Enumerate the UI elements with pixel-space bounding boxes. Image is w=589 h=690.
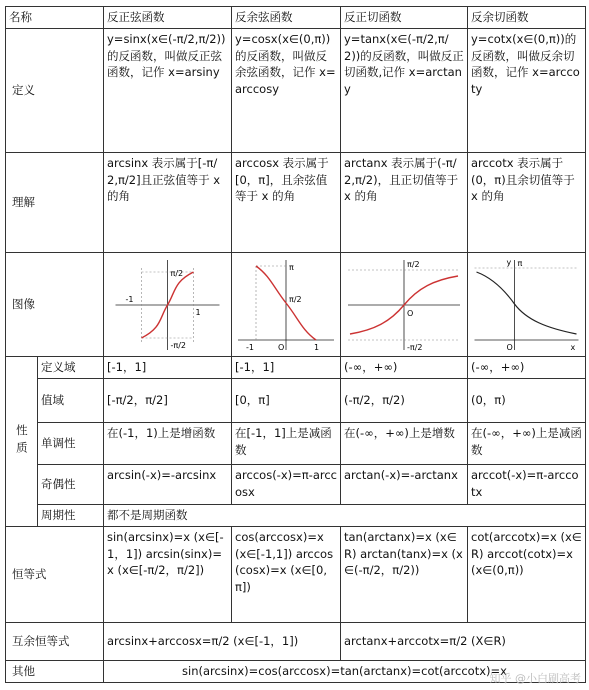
identity-row bbox=[6, 527, 586, 623]
domain-arctan: (-∞，+∞) bbox=[341, 357, 468, 379]
arcsin-graph bbox=[106, 256, 229, 354]
parity-label: 奇偶性 bbox=[38, 465, 104, 505]
definition-row bbox=[6, 29, 586, 153]
range-row bbox=[6, 379, 586, 423]
monotonicity-arccos: 在[-1，1]上是减函数 bbox=[232, 423, 341, 465]
range-arccos: [0，π] bbox=[232, 379, 341, 423]
header-arccot: 反余切函数 bbox=[468, 7, 586, 29]
arccot-graph-cell bbox=[468, 253, 586, 357]
monotonicity-arccot: 在(-∞，+∞)上是减函数 bbox=[468, 423, 586, 465]
arccos-graph-cell bbox=[232, 253, 341, 357]
header-name: 名称 bbox=[6, 7, 104, 29]
arctan-tick-top: π/2 bbox=[407, 259, 420, 269]
complementary-row bbox=[6, 623, 586, 661]
arccot-graph bbox=[470, 256, 583, 354]
arccos-tick-neg1: -1 bbox=[246, 342, 254, 352]
other-value: sin(arcsinx)=cos(arccosx)=tan(arctanx)=cot(arccotx)=x bbox=[104, 661, 586, 683]
periodicity-value: 都不是周期函数 bbox=[104, 505, 586, 527]
understanding-arccot: arccotx 表示属于(0，π)且余切值等于 x 的角 bbox=[468, 153, 586, 253]
arctan-graph bbox=[343, 256, 465, 354]
understanding-arccos: arccosx 表示属于[0，π]，且余弦值等于 x 的角 bbox=[232, 153, 341, 253]
identity-arccot: cot(arccotx)=x (x∈R) arccot(cotx)=x (x∈(0,π)) bbox=[468, 527, 586, 623]
complementary-sin-cos: arcsinx+arccosx=π/2 (x∈[-1，1]) bbox=[104, 623, 341, 661]
arccos-tick-origin: O bbox=[278, 342, 285, 352]
complementary-tan-cot: arctanx+arccotx=π/2 (X∈R) bbox=[341, 623, 586, 661]
graph-label: 图像 bbox=[6, 253, 104, 357]
domain-arccos: [-1，1] bbox=[232, 357, 341, 379]
identity-arcsin: sin(arcsinx)=x (x∈[-1，1]) arcsin(sinx)=x (x∈[-π/2，π/2]) bbox=[104, 527, 232, 623]
range-arctan: (-π/2，π/2) bbox=[341, 379, 468, 423]
arcsin-graph-cell bbox=[104, 253, 232, 357]
arccot-axis-x: x bbox=[570, 342, 576, 352]
arcsin-tick-right: 1 bbox=[195, 307, 201, 317]
monotonicity-arcsin: 在(-1，1)上是增函数 bbox=[104, 423, 232, 465]
range-arccot: (0，π) bbox=[468, 379, 586, 423]
identity-arccos: cos(arccosx)=x (x∈[-1,1]) arccos(cosx)=x (x∈[0,π]) bbox=[232, 527, 341, 623]
graph-row bbox=[6, 253, 586, 357]
monotonicity-label: 单调性 bbox=[38, 423, 104, 465]
parity-arccot: arccot(-x)=π-arccotx bbox=[468, 465, 586, 505]
range-label: 值域 bbox=[38, 379, 104, 423]
understanding-arcsin: arcsinx 表示属于[-π/2,π/2]且正弦值等于 x 的角 bbox=[104, 153, 232, 253]
domain-arcsin: [-1，1] bbox=[104, 357, 232, 379]
arctan-tick-origin: O bbox=[407, 308, 414, 318]
domain-row bbox=[6, 357, 586, 379]
periodicity-label: 周期性 bbox=[38, 505, 104, 527]
definition-arctan: y=tanx(x∈(-π/2,π/2))的反函数，叫做反正切函数,记作 x=arctany bbox=[341, 29, 468, 153]
definition-arccos: y=cosx(x∈(0,π))的反函数，叫做反余弦函数，记作 x=arccosy bbox=[232, 29, 341, 153]
domain-arccot: (-∞，+∞) bbox=[468, 357, 586, 379]
arccos-graph bbox=[234, 256, 338, 354]
arccos-tick-1: 1 bbox=[314, 342, 320, 352]
parity-arccos: arccos(-x)=π-arccosx bbox=[232, 465, 341, 505]
arccot-tick-origin: O bbox=[506, 342, 513, 352]
definition-arccot: y=cotx(x∈(0,π))的反函数，叫做反余切函数，记作 x=arccoty bbox=[468, 29, 586, 153]
identity-arctan: tan(arctanx)=x (x∈R) arctan(tanx)=x (x∈(-π/2，π/2)) bbox=[341, 527, 468, 623]
header-arctan: 反正切函数 bbox=[341, 7, 468, 29]
monotonicity-arctan: 在(-∞，+∞)上是增数 bbox=[341, 423, 468, 465]
header-row bbox=[6, 7, 586, 29]
parity-arcsin: arcsin(-x)=-arcsinx bbox=[104, 465, 232, 505]
definition-arcsin: y=sinx(x∈(-π/2,π/2))的反函数，叫做反正弦函数，记作 x=arsiny bbox=[104, 29, 232, 153]
parity-arctan: arctan(-x)=-arctanx bbox=[341, 465, 468, 505]
understanding-row bbox=[6, 153, 586, 253]
arccos-tick-pi: π bbox=[289, 262, 294, 272]
arccot-curve bbox=[477, 272, 577, 334]
understanding-label: 理解 bbox=[6, 153, 104, 253]
arcsin-tick-top: π/2 bbox=[170, 268, 184, 278]
arctan-tick-bottom: -π/2 bbox=[407, 342, 423, 352]
watermark: 知乎 @小白刷高考 bbox=[489, 672, 581, 685]
arccos-tick-half-pi: π/2 bbox=[289, 294, 302, 304]
complementary-label: 互余恒等式 bbox=[6, 623, 104, 661]
inverse-trig-table bbox=[5, 6, 586, 683]
properties-label: 性质 bbox=[6, 357, 38, 527]
domain-label: 定义域 bbox=[38, 357, 104, 379]
header-arcsin: 反正弦函数 bbox=[104, 7, 232, 29]
arctan-graph-cell bbox=[341, 253, 468, 357]
monotonicity-row bbox=[6, 423, 586, 465]
header-arccos: 反余弦函数 bbox=[232, 7, 341, 29]
other-label: 其他 bbox=[6, 661, 104, 683]
arccot-tick-pi: π bbox=[517, 258, 523, 268]
arcsin-tick-bottom: -π/2 bbox=[170, 340, 186, 350]
range-arcsin: [-π/2，π/2] bbox=[104, 379, 232, 423]
parity-row bbox=[6, 465, 586, 505]
identity-label: 恒等式 bbox=[6, 527, 104, 623]
arcsin-tick-left: -1 bbox=[125, 294, 134, 304]
arccot-axis-y: y bbox=[506, 257, 512, 267]
definition-label: 定义 bbox=[6, 29, 104, 153]
understanding-arctan: arctanx 表示属于(-π/2,π/2)，且正切值等于 x 的角 bbox=[341, 153, 468, 253]
periodicity-row bbox=[6, 505, 586, 527]
